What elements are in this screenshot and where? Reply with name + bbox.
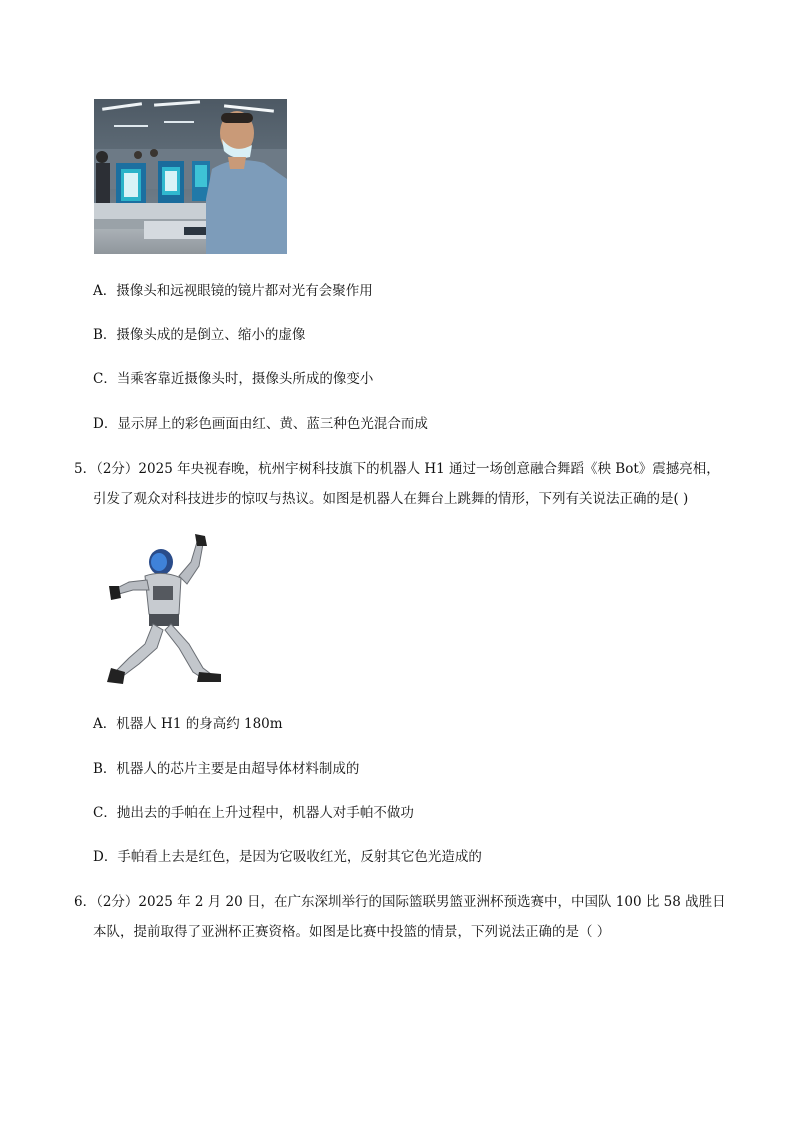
q5-stem-line1: 5．（2分）2025 年央视春晚，杭州宇树科技旗下的机器人 H1 通过一场创意融合舞蹈《秧 Bot》震撼亮相， (74, 461, 720, 477)
dancing-robot-image (93, 532, 226, 688)
q5-option-c: C．抛出去的手帕在上升过程中，机器人对手帕不做功 (93, 805, 414, 821)
q6-stem-line1: 6．（2分）2025 年 2 月 20 日，在广东深圳举行的国际篮联男篮亚洲杯预选赛中，中国队 100 比 58 战胜日 (74, 894, 726, 910)
q6-stem-line2: 本队，提前取得了亚洲杯正赛资格。如图是比赛中投篮的情景，下列说法正确的是（ ） (93, 924, 611, 940)
q4-option-c: C．当乘客靠近摄像头时，摄像头所成的像变小 (93, 371, 374, 387)
q5-option-b: B．机器人的芯片主要是由超导体材料制成的 (93, 761, 360, 777)
face-recognition-gate-photo (94, 99, 287, 254)
q4-option-b: B．摄像头成的是倒立、缩小的虚像 (93, 327, 306, 343)
q5-option-a: A．机器人 H1 的身高约 180m (93, 716, 283, 732)
q4-option-a: A．摄像头和远视眼镜的镜片都对光有会聚作用 (93, 283, 373, 299)
q5-option-d: D．手帕看上去是红色，是因为它吸收红光，反射其它色光造成的 (93, 849, 482, 865)
q4-option-d: D．显示屏上的彩色画面由红、黄、蓝三种色光混合而成 (93, 416, 428, 432)
q5-stem-line2: 引发了观众对科技进步的惊叹与热议。如图是机器人在舞台上跳舞的情形，下列有关说法正确的是( ) (93, 491, 689, 507)
